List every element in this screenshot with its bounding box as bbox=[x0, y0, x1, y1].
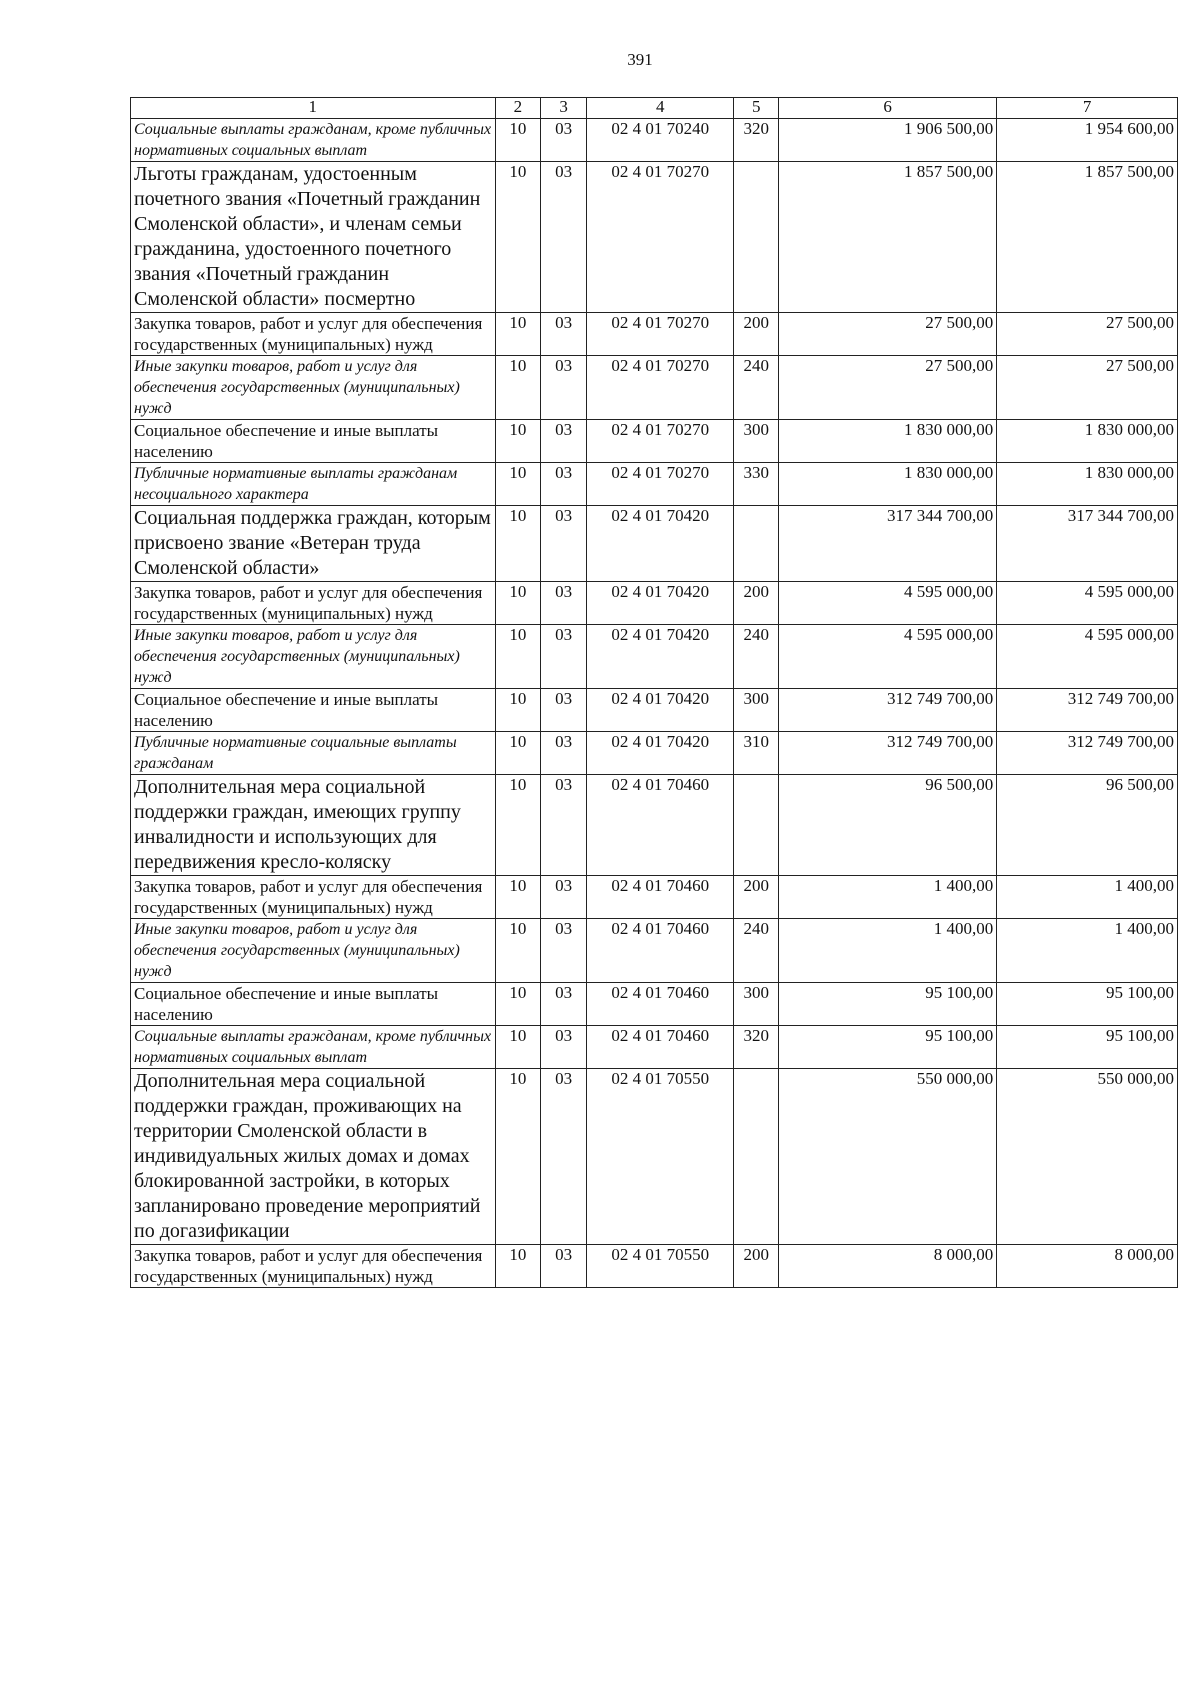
column-header: 6 bbox=[779, 98, 997, 119]
row-name: Социальное обеспечение и иные выплаты населению bbox=[131, 983, 496, 1026]
amount-year-1: 95 100,00 bbox=[779, 983, 997, 1026]
target-article-code: 02 4 01 70270 bbox=[586, 162, 733, 313]
subsection-code: 03 bbox=[541, 506, 587, 582]
target-article-code: 02 4 01 70270 bbox=[586, 356, 733, 420]
table-row bbox=[131, 919, 1178, 983]
amount-year-1: 312 749 700,00 bbox=[779, 732, 997, 775]
column-header: 3 bbox=[541, 98, 587, 119]
section-code: 10 bbox=[495, 506, 541, 582]
amount-year-2: 27 500,00 bbox=[997, 356, 1178, 420]
amount-year-1: 1 830 000,00 bbox=[779, 420, 997, 463]
table-row bbox=[131, 313, 1178, 356]
table-row bbox=[131, 689, 1178, 732]
target-article-code: 02 4 01 70240 bbox=[586, 119, 733, 162]
subsection-code: 03 bbox=[541, 625, 587, 689]
expense-type-code bbox=[734, 1069, 779, 1245]
amount-year-2: 1 830 000,00 bbox=[997, 463, 1178, 506]
target-article-code: 02 4 01 70420 bbox=[586, 732, 733, 775]
subsection-code: 03 bbox=[541, 162, 587, 313]
subsection-code: 03 bbox=[541, 1069, 587, 1245]
subsection-code: 03 bbox=[541, 732, 587, 775]
expense-type-code: 320 bbox=[734, 1026, 779, 1069]
amount-year-2: 4 595 000,00 bbox=[997, 582, 1178, 625]
amount-year-1: 95 100,00 bbox=[779, 1026, 997, 1069]
column-header: 2 bbox=[495, 98, 541, 119]
row-name: Льготы гражданам, удостоенным почетного звания «Почетный гражданин Смоленской области», и членам семьи гражданина, удостоенного почетного звания «Почетный гражданин Смоленской области» посмертно bbox=[131, 162, 496, 313]
table-row bbox=[131, 463, 1178, 506]
section-code: 10 bbox=[495, 313, 541, 356]
amount-year-2: 1 830 000,00 bbox=[997, 420, 1178, 463]
section-code: 10 bbox=[495, 1069, 541, 1245]
expense-type-code bbox=[734, 162, 779, 313]
amount-year-1: 317 344 700,00 bbox=[779, 506, 997, 582]
expense-type-code: 200 bbox=[734, 1245, 779, 1288]
table-row bbox=[131, 775, 1178, 876]
target-article-code: 02 4 01 70460 bbox=[586, 775, 733, 876]
row-name: Закупка товаров, работ и услуг для обеспечения государственных (муниципальных) нужд bbox=[131, 876, 496, 919]
section-code: 10 bbox=[495, 983, 541, 1026]
section-code: 10 bbox=[495, 689, 541, 732]
target-article-code: 02 4 01 70550 bbox=[586, 1069, 733, 1245]
amount-year-2: 4 595 000,00 bbox=[997, 625, 1178, 689]
amount-year-1: 27 500,00 bbox=[779, 313, 997, 356]
target-article-code: 02 4 01 70270 bbox=[586, 420, 733, 463]
table-row bbox=[131, 420, 1178, 463]
row-name: Закупка товаров, работ и услуг для обеспечения государственных (муниципальных) нужд bbox=[131, 582, 496, 625]
amount-year-1: 1 400,00 bbox=[779, 876, 997, 919]
target-article-code: 02 4 01 70420 bbox=[586, 625, 733, 689]
subsection-code: 03 bbox=[541, 420, 587, 463]
row-name: Иные закупки товаров, работ и услуг для обеспечения государственных (муниципальных) нужд bbox=[131, 356, 496, 420]
column-header: 5 bbox=[734, 98, 779, 119]
target-article-code: 02 4 01 70460 bbox=[586, 919, 733, 983]
row-name: Публичные нормативные выплаты гражданам несоциального характера bbox=[131, 463, 496, 506]
target-article-code: 02 4 01 70420 bbox=[586, 582, 733, 625]
subsection-code: 03 bbox=[541, 775, 587, 876]
row-name: Закупка товаров, работ и услуг для обеспечения государственных (муниципальных) нужд bbox=[131, 1245, 496, 1288]
table-row bbox=[131, 876, 1178, 919]
expense-type-code: 240 bbox=[734, 356, 779, 420]
amount-year-2: 95 100,00 bbox=[997, 983, 1178, 1026]
target-article-code: 02 4 01 70460 bbox=[586, 1026, 733, 1069]
budget-table bbox=[130, 97, 1178, 1288]
table-row bbox=[131, 162, 1178, 313]
column-header: 4 bbox=[586, 98, 733, 119]
section-code: 10 bbox=[495, 732, 541, 775]
expense-type-code: 310 bbox=[734, 732, 779, 775]
target-article-code: 02 4 01 70550 bbox=[586, 1245, 733, 1288]
amount-year-1: 1 400,00 bbox=[779, 919, 997, 983]
section-code: 10 bbox=[495, 876, 541, 919]
expense-type-code: 300 bbox=[734, 689, 779, 732]
subsection-code: 03 bbox=[541, 1245, 587, 1288]
subsection-code: 03 bbox=[541, 356, 587, 420]
expense-type-code: 300 bbox=[734, 983, 779, 1026]
section-code: 10 bbox=[495, 1245, 541, 1288]
section-code: 10 bbox=[495, 582, 541, 625]
amount-year-2: 1 857 500,00 bbox=[997, 162, 1178, 313]
amount-year-2: 27 500,00 bbox=[997, 313, 1178, 356]
amount-year-1: 1 830 000,00 bbox=[779, 463, 997, 506]
amount-year-2: 1 400,00 bbox=[997, 876, 1178, 919]
amount-year-1: 312 749 700,00 bbox=[779, 689, 997, 732]
amount-year-1: 550 000,00 bbox=[779, 1069, 997, 1245]
row-name: Закупка товаров, работ и услуг для обеспечения государственных (муниципальных) нужд bbox=[131, 313, 496, 356]
amount-year-2: 550 000,00 bbox=[997, 1069, 1178, 1245]
expense-type-code: 240 bbox=[734, 919, 779, 983]
row-name: Иные закупки товаров, работ и услуг для обеспечения государственных (муниципальных) нужд bbox=[131, 625, 496, 689]
table-body bbox=[131, 119, 1178, 1288]
expense-type-code: 200 bbox=[734, 876, 779, 919]
expense-type-code bbox=[734, 775, 779, 876]
section-code: 10 bbox=[495, 463, 541, 506]
table-row bbox=[131, 1026, 1178, 1069]
amount-year-1: 8 000,00 bbox=[779, 1245, 997, 1288]
amount-year-1: 1 857 500,00 bbox=[779, 162, 997, 313]
section-code: 10 bbox=[495, 919, 541, 983]
row-name: Социальная поддержка граждан, которым присвоено звание «Ветеран труда Смоленской области» bbox=[131, 506, 496, 582]
expense-type-code: 300 bbox=[734, 420, 779, 463]
amount-year-1: 4 595 000,00 bbox=[779, 582, 997, 625]
subsection-code: 03 bbox=[541, 1026, 587, 1069]
table-row bbox=[131, 625, 1178, 689]
amount-year-1: 1 906 500,00 bbox=[779, 119, 997, 162]
amount-year-1: 4 595 000,00 bbox=[779, 625, 997, 689]
amount-year-2: 317 344 700,00 bbox=[997, 506, 1178, 582]
amount-year-2: 1 954 600,00 bbox=[997, 119, 1178, 162]
column-header: 7 bbox=[997, 98, 1178, 119]
row-name: Дополнительная мера социальной поддержки граждан, проживающих на территории Смоленской области в индивидуальных жилых домах и домах блокированной застройки, в которых запланировано проведение мероприятий по догазификации bbox=[131, 1069, 496, 1245]
target-article-code: 02 4 01 70420 bbox=[586, 506, 733, 582]
column-header: 1 bbox=[131, 98, 496, 119]
table-row bbox=[131, 1069, 1178, 1245]
table-row bbox=[131, 983, 1178, 1026]
header-row bbox=[131, 98, 1178, 119]
table-row bbox=[131, 582, 1178, 625]
section-code: 10 bbox=[495, 356, 541, 420]
section-code: 10 bbox=[495, 162, 541, 313]
expense-type-code bbox=[734, 506, 779, 582]
table-row bbox=[131, 732, 1178, 775]
table-row bbox=[131, 1245, 1178, 1288]
expense-type-code: 330 bbox=[734, 463, 779, 506]
table-row bbox=[131, 506, 1178, 582]
section-code: 10 bbox=[495, 625, 541, 689]
row-name: Иные закупки товаров, работ и услуг для обеспечения государственных (муниципальных) нужд bbox=[131, 919, 496, 983]
target-article-code: 02 4 01 70460 bbox=[586, 876, 733, 919]
expense-type-code: 320 bbox=[734, 119, 779, 162]
expense-type-code: 200 bbox=[734, 313, 779, 356]
row-name: Социальное обеспечение и иные выплаты населению bbox=[131, 689, 496, 732]
subsection-code: 03 bbox=[541, 876, 587, 919]
table-row bbox=[131, 356, 1178, 420]
amount-year-2: 312 749 700,00 bbox=[997, 689, 1178, 732]
row-name: Социальные выплаты гражданам, кроме публичных нормативных социальных выплат bbox=[131, 1026, 496, 1069]
table-row bbox=[131, 119, 1178, 162]
page-number: 391 bbox=[627, 50, 653, 69]
expense-type-code: 200 bbox=[734, 582, 779, 625]
section-code: 10 bbox=[495, 420, 541, 463]
section-code: 10 bbox=[495, 119, 541, 162]
section-code: 10 bbox=[495, 1026, 541, 1069]
subsection-code: 03 bbox=[541, 919, 587, 983]
amount-year-2: 95 100,00 bbox=[997, 1026, 1178, 1069]
amount-year-1: 96 500,00 bbox=[779, 775, 997, 876]
row-name: Социальные выплаты гражданам, кроме публичных нормативных социальных выплат bbox=[131, 119, 496, 162]
target-article-code: 02 4 01 70420 bbox=[586, 689, 733, 732]
amount-year-2: 96 500,00 bbox=[997, 775, 1178, 876]
amount-year-2: 312 749 700,00 bbox=[997, 732, 1178, 775]
section-code: 10 bbox=[495, 775, 541, 876]
row-name: Публичные нормативные социальные выплаты гражданам bbox=[131, 732, 496, 775]
amount-year-2: 8 000,00 bbox=[997, 1245, 1178, 1288]
row-name: Социальное обеспечение и иные выплаты населению bbox=[131, 420, 496, 463]
subsection-code: 03 bbox=[541, 689, 587, 732]
row-name: Дополнительная мера социальной поддержки граждан, имеющих группу инвалидности и использующих для передвижения кресло-коляску bbox=[131, 775, 496, 876]
target-article-code: 02 4 01 70460 bbox=[586, 983, 733, 1026]
amount-year-1: 27 500,00 bbox=[779, 356, 997, 420]
target-article-code: 02 4 01 70270 bbox=[586, 463, 733, 506]
subsection-code: 03 bbox=[541, 119, 587, 162]
subsection-code: 03 bbox=[541, 582, 587, 625]
expense-type-code: 240 bbox=[734, 625, 779, 689]
target-article-code: 02 4 01 70270 bbox=[586, 313, 733, 356]
amount-year-2: 1 400,00 bbox=[997, 919, 1178, 983]
subsection-code: 03 bbox=[541, 463, 587, 506]
subsection-code: 03 bbox=[541, 313, 587, 356]
subsection-code: 03 bbox=[541, 983, 587, 1026]
